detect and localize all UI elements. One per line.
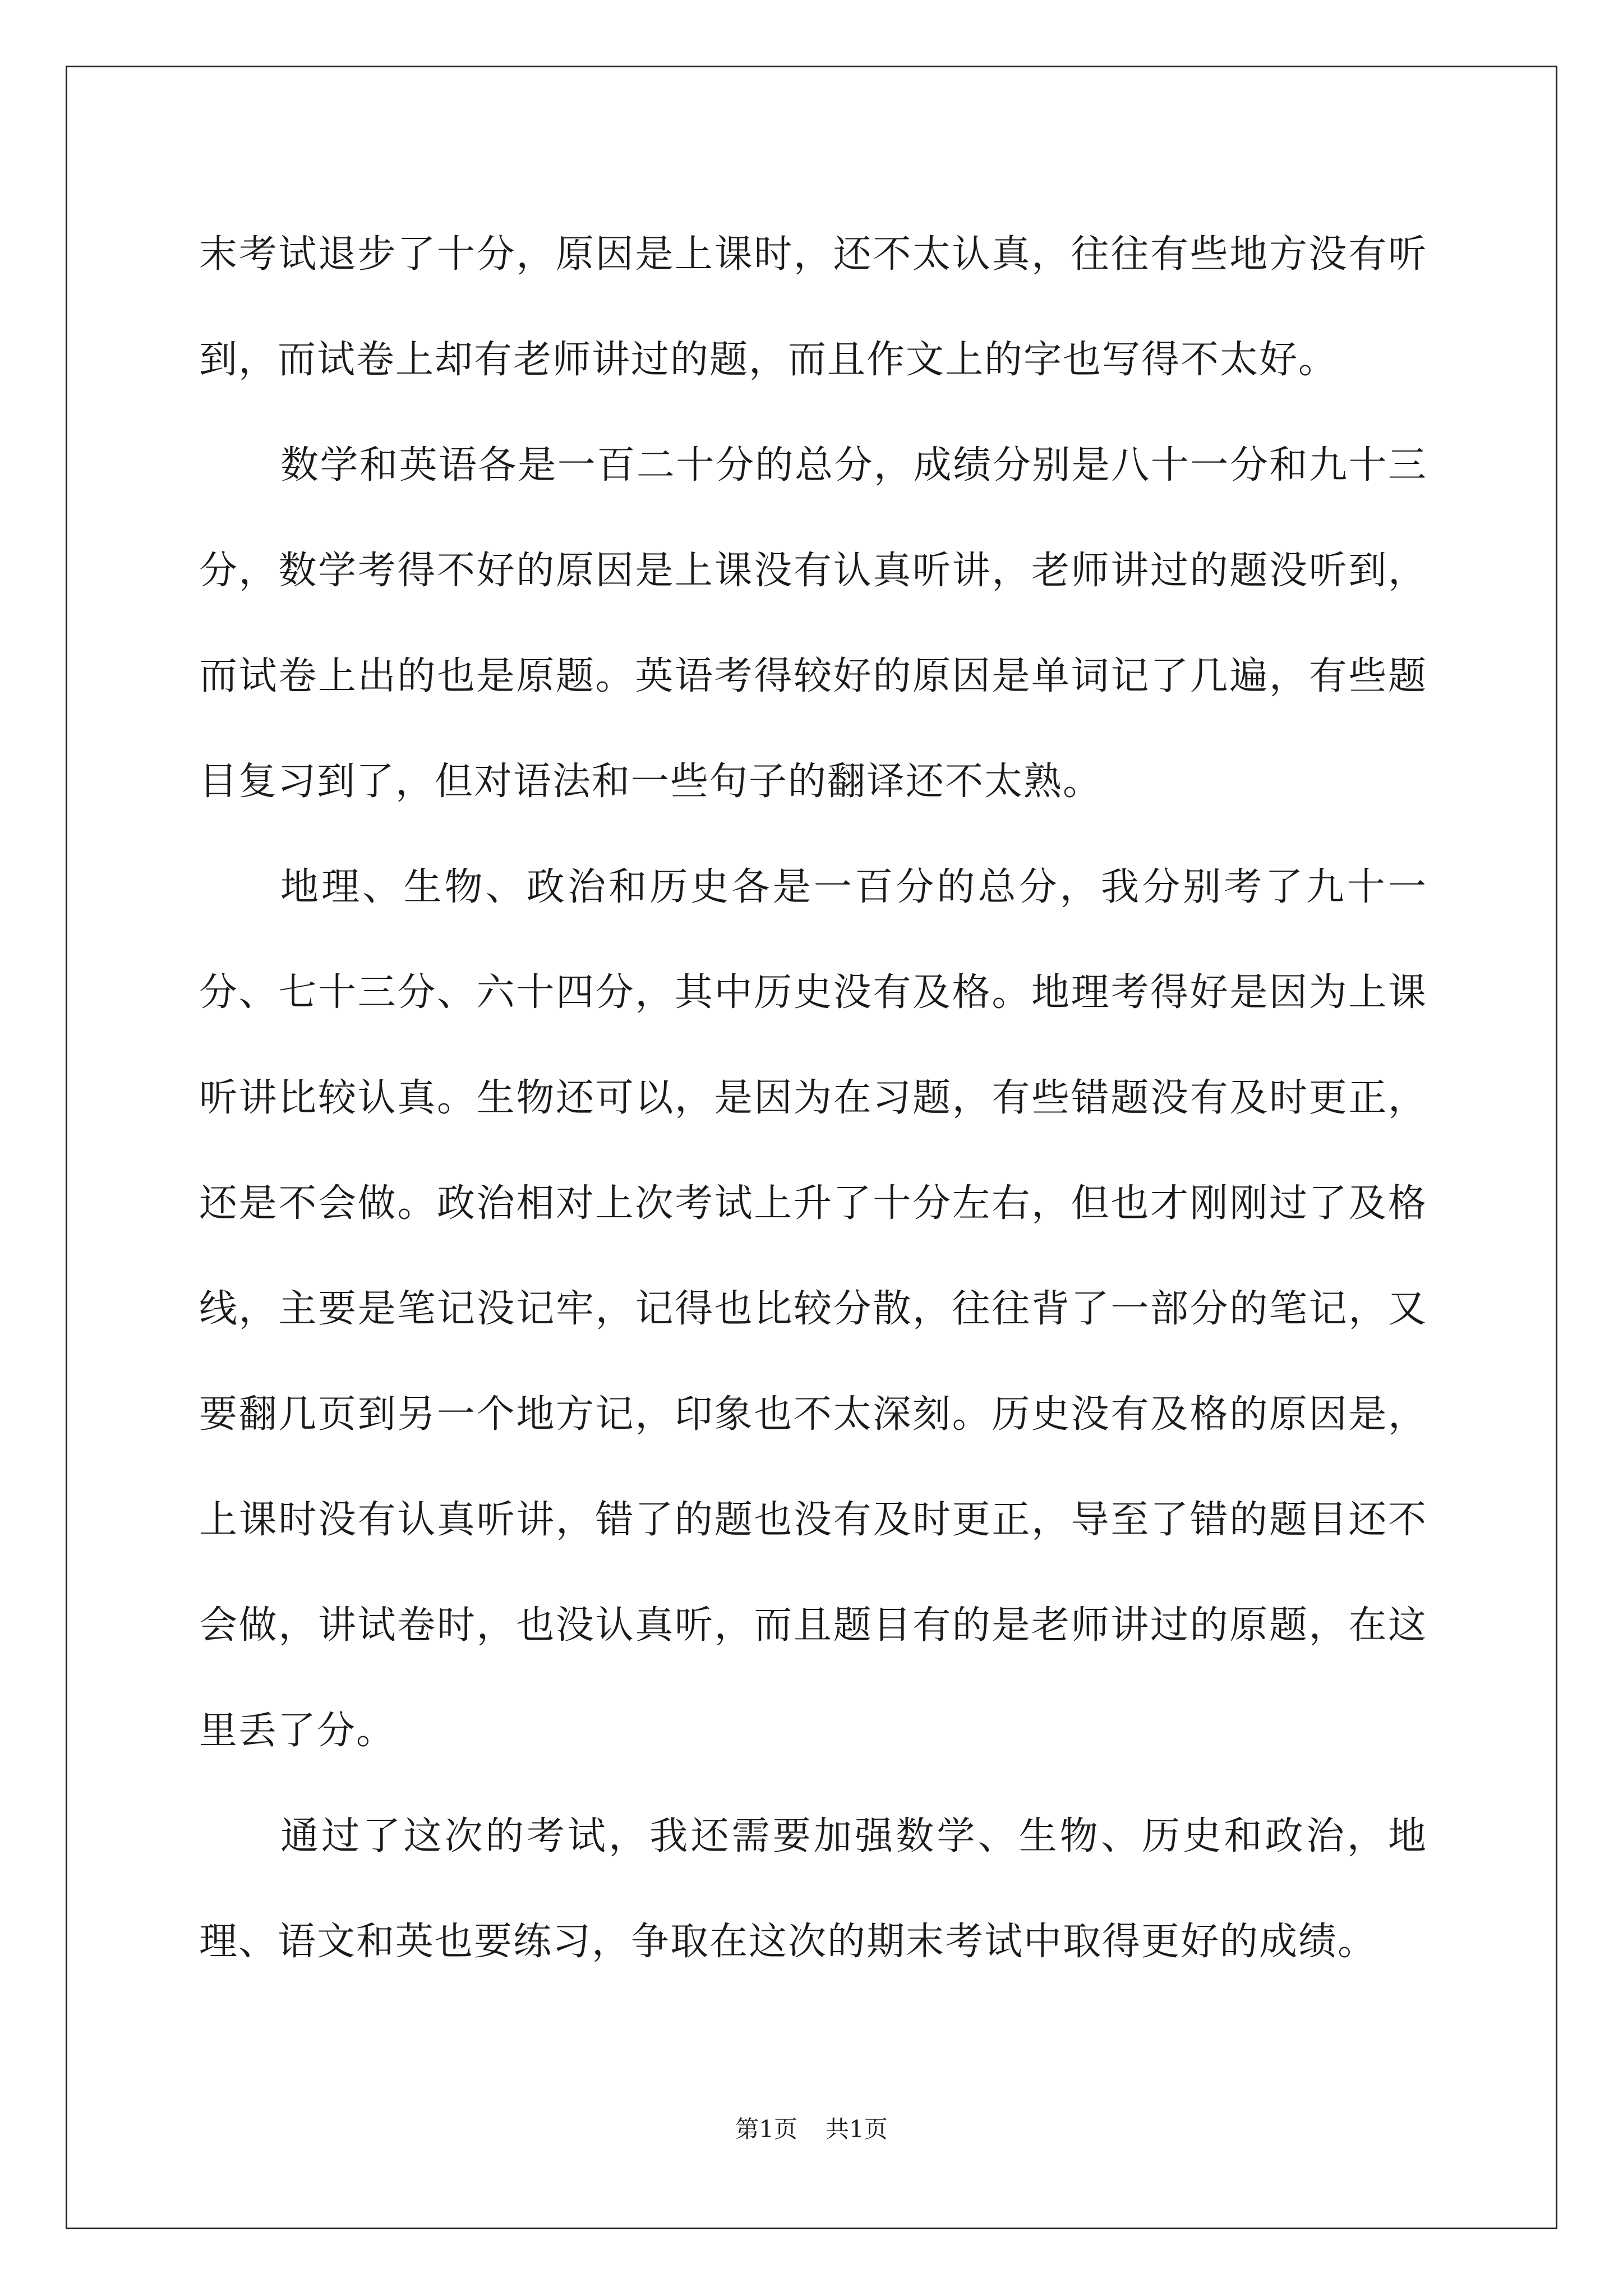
paragraph-1: 末考试退步了十分，原因是上课时，还不太认真，往往有些地方没有听到，而试卷上却有老师讲过的题，而且作文上的字也写得不太好。 <box>199 232 1427 382</box>
page-footer <box>0 2113 1623 2146</box>
document-body <box>199 202 1427 1995</box>
paragraph-4: 通过了这次的考试，我还需要加强数学、生物、历史和政治，地理、语文和英也要练习，争取在这次的期末考试中取得更好的成绩。 <box>199 1814 1427 1964</box>
paragraph-2: 数学和英语各是一百二十分的总分，成绩分别是八十一分和九十三分，数学考得不好的原因是上课没有认真听讲，老师讲过的题没听到，而试卷上出的也是原题。英语考得较好的原因是单词记了几遍，有些题目复习到了，但对语法和一些句子的翻译还不太熟。 <box>199 443 1427 804</box>
page-number-total: 共1页 <box>826 2115 888 2143</box>
paragraph-3: 地理、生物、政治和历史各是一百分的总分，我分别考了九十一分、七十三分、六十四分，其中历史没有及格。地理考得好是因为上课听讲比较认真。生物还可以，是因为在习题，有些错题没有及时更正，还是不会做。政治相对上次考试上升了十分左右，但也才刚刚过了及格线，主要是笔记没记牢，记得也比较分散，往往背了一部分的笔记，又要翻几页到另一个地方记，印象也不太深刻。历史没有及格的原因是，上课时没有认真听讲，错了的题也没有及时更正，导至了错的题目还不会做，讲试卷时，也没认真听，而且题目有的是老师讲过的原题，在这里丢了分。 <box>199 865 1427 1753</box>
page-number-current: 第1页 <box>735 2115 797 2143</box>
